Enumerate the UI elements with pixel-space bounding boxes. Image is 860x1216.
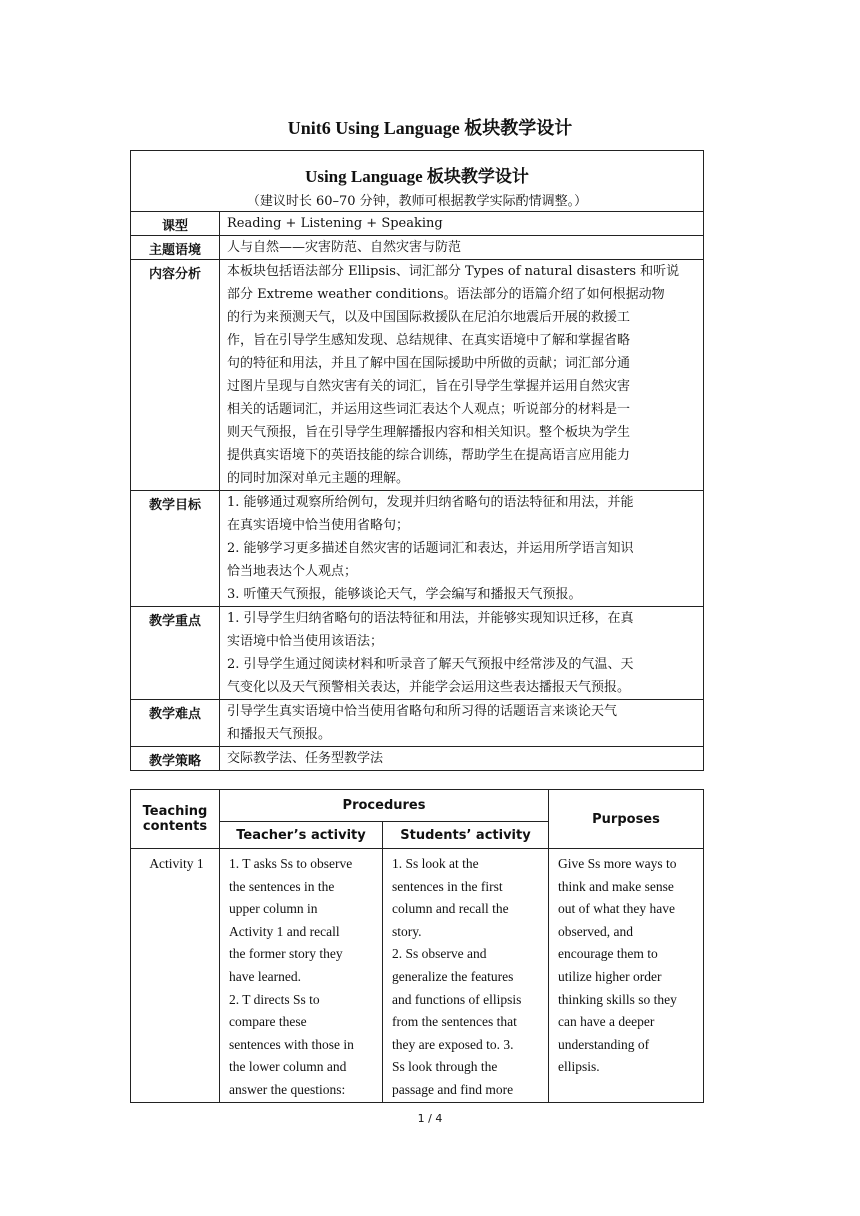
info-row-text-line: 引导学生真实语境中恰当使用省略句和所习得的话题语言来谈论天气 <box>227 704 618 719</box>
info-row-value <box>220 236 704 260</box>
info-row-text-line: 交际教学法、任务型教学法 <box>227 751 384 766</box>
info-row-text-line: 2. 引导学生通过阅读材料和听录音了解天气预报中经常涉及的气温、天 <box>227 657 634 672</box>
students-text-line: Ss look through the <box>392 1059 498 1075</box>
info-row-text-line: 本板块包括语法部分 Ellipsis、词汇部分 Types of natural disasters 和听说 <box>227 264 680 279</box>
purposes-text-line: can have a deeper <box>558 1014 655 1030</box>
info-row-text-line: 的行为来预测天气，以及中国国际救援队在尼泊尔地震后开展的救援工 <box>227 310 631 325</box>
info-row-text-line: 1. 引导学生归纳省略句的语法特征和用法，并能够实现知识迁移，在真 <box>227 611 634 626</box>
teacher-text-line: the former story they <box>229 946 343 962</box>
header-purposes: Purposes <box>549 790 704 849</box>
students-text-line: from the sentences that <box>392 1014 517 1030</box>
info-row <box>131 212 704 236</box>
teacher-text-line: the sentences in the <box>229 878 335 894</box>
purposes-text-line: think and make sense <box>558 878 674 894</box>
teacher-text-line: have learned. <box>229 968 301 984</box>
info-row <box>131 491 704 607</box>
header-procedures: Procedures <box>220 790 549 822</box>
info-row <box>131 747 704 771</box>
info-row <box>131 260 704 491</box>
page-number: 1 / 4 <box>417 1112 443 1125</box>
info-table <box>130 150 704 771</box>
procedure-row <box>131 849 704 1103</box>
purposes-text-line: observed, and <box>558 923 633 939</box>
info-row-value <box>220 607 704 700</box>
info-row-text-line: 气变化以及天气预警相关表达，并能学会运用这些表达播报天气预报。 <box>227 680 631 695</box>
info-table-subtitle: （建议时长 60–70 分钟，教师可根据教学实际酌情调整。） <box>246 194 588 209</box>
info-row-text-line: 相关的话题词汇，并运用这些词汇表达个人观点；听说部分的材料是一 <box>227 402 631 417</box>
purposes-text-line: Give Ss more ways to <box>558 856 677 871</box>
procedures-table <box>130 789 704 1103</box>
header-teaching-contents <box>131 790 220 849</box>
info-row-text-line: 部分 Extreme weather conditions。语法部分的语篇介绍了如何根据动物 <box>227 287 665 302</box>
header-teacher-activity: Teacher’s activity <box>220 822 383 849</box>
students-text-line: story. <box>392 923 422 939</box>
info-row-label: 教学策略 <box>131 747 220 771</box>
purposes-text-line: ellipsis. <box>558 1059 600 1075</box>
teacher-text-line: Activity 1 and recall <box>229 923 340 939</box>
students-text-line: passage and find more <box>392 1081 514 1097</box>
info-row-text-line: 和播报天气预报。 <box>227 727 332 742</box>
purposes-text-line: utilize higher order <box>558 968 662 984</box>
info-row-label: 教学难点 <box>131 700 220 747</box>
info-row-value <box>220 700 704 747</box>
students-text-line: 2. Ss observe and <box>392 946 487 962</box>
info-row-text-line: 则天气预报，旨在引导学生理解播报内容和相关知识。整个板块为学生 <box>227 425 631 440</box>
info-row <box>131 236 704 260</box>
students-cell <box>383 849 549 1103</box>
info-row-text-line: 恰当地表达个人观点； <box>227 564 358 579</box>
teacher-text-line: answer the questions: <box>229 1081 346 1097</box>
teacher-text-line: 1. T asks Ss to observe <box>229 856 353 871</box>
info-row-value <box>220 260 704 491</box>
teacher-cell <box>220 849 383 1103</box>
purposes-text-line: thinking skills so they <box>558 991 677 1007</box>
students-text-line: generalize the features <box>392 968 514 984</box>
purposes-text-line: understanding of <box>558 1036 650 1052</box>
info-row-text-line: Reading + Listening + Speaking <box>227 216 443 231</box>
teacher-text-line: 2. T directs Ss to <box>229 991 320 1007</box>
teacher-text-line: upper column in <box>229 901 318 917</box>
info-row <box>131 700 704 747</box>
info-table-header <box>131 151 704 212</box>
students-text-line: and functions of ellipsis <box>392 991 522 1007</box>
info-row-value <box>220 212 704 236</box>
info-row-text-line: 过图片呈现与自然灾害有关的词汇，旨在引导学生掌握并运用自然灾害 <box>227 379 631 394</box>
teacher-text-line: compare these <box>229 1014 307 1030</box>
students-text-line: column and recall the <box>392 901 509 917</box>
info-row-label: 教学目标 <box>131 491 220 607</box>
info-row-text-line: 3. 听懂天气预报，能够谈论天气，学会编写和播报天气预报。 <box>227 587 582 602</box>
students-text-line: they are exposed to. 3. <box>392 1036 514 1052</box>
info-row-label: 主题语境 <box>131 236 220 260</box>
info-row-value <box>220 747 704 771</box>
info-row-label: 课型 <box>131 212 220 236</box>
info-row-label: 内容分析 <box>131 260 220 491</box>
document-title: Unit6 Using Language 板块教学设计 <box>287 118 573 138</box>
info-row-text-line: 2. 能够学习更多描述自然灾害的话题词汇和表达，并运用所学语言知识 <box>227 541 634 556</box>
info-row-text-line: 提供真实语境下的英语技能的综合训练，帮助学生在提高语言应用能力 <box>227 448 631 463</box>
header-teaching-contents-line: Teaching <box>142 804 208 819</box>
info-row-value <box>220 491 704 607</box>
info-row-text-line: 在真实语境中恰当使用省略句； <box>227 518 410 533</box>
info-row-text-line: 人与自然——灾害防范、自然灾害与防范 <box>227 240 462 255</box>
info-row-text-line: 作，旨在引导学生感知发现、总结规律、在真实语境中了解和掌握省略 <box>227 333 631 348</box>
purposes-cell <box>549 849 704 1103</box>
purposes-text-line: out of what they have <box>558 901 675 917</box>
header-students-activity: Students’ activity <box>383 822 549 849</box>
info-row-text-line: 的同时加深对单元主题的理解。 <box>227 471 410 486</box>
info-row-text-line: 实语境中恰当使用该语法； <box>227 634 384 649</box>
teacher-text-line: sentences with those in <box>229 1036 354 1052</box>
info-row-text-line: 句的特征和用法，并且了解中国在国际援助中所做的贡献；词汇部分通 <box>227 356 631 371</box>
header-teaching-contents-line: contents <box>142 819 208 834</box>
teaching-content-cell: Activity 1 <box>131 849 220 1103</box>
info-table-title: Using Language 板块教学设计 <box>305 167 529 186</box>
info-row-text-line: 1. 能够通过观察所给例句，发现并归纳省略句的语法特征和用法，并能 <box>227 495 634 510</box>
students-text-line: 1. Ss look at the <box>392 856 479 871</box>
info-row <box>131 607 704 700</box>
students-text-line: sentences in the first <box>392 878 503 894</box>
purposes-text-line: encourage them to <box>558 946 658 962</box>
info-row-label: 教学重点 <box>131 607 220 700</box>
teacher-text-line: the lower column and <box>229 1059 347 1075</box>
